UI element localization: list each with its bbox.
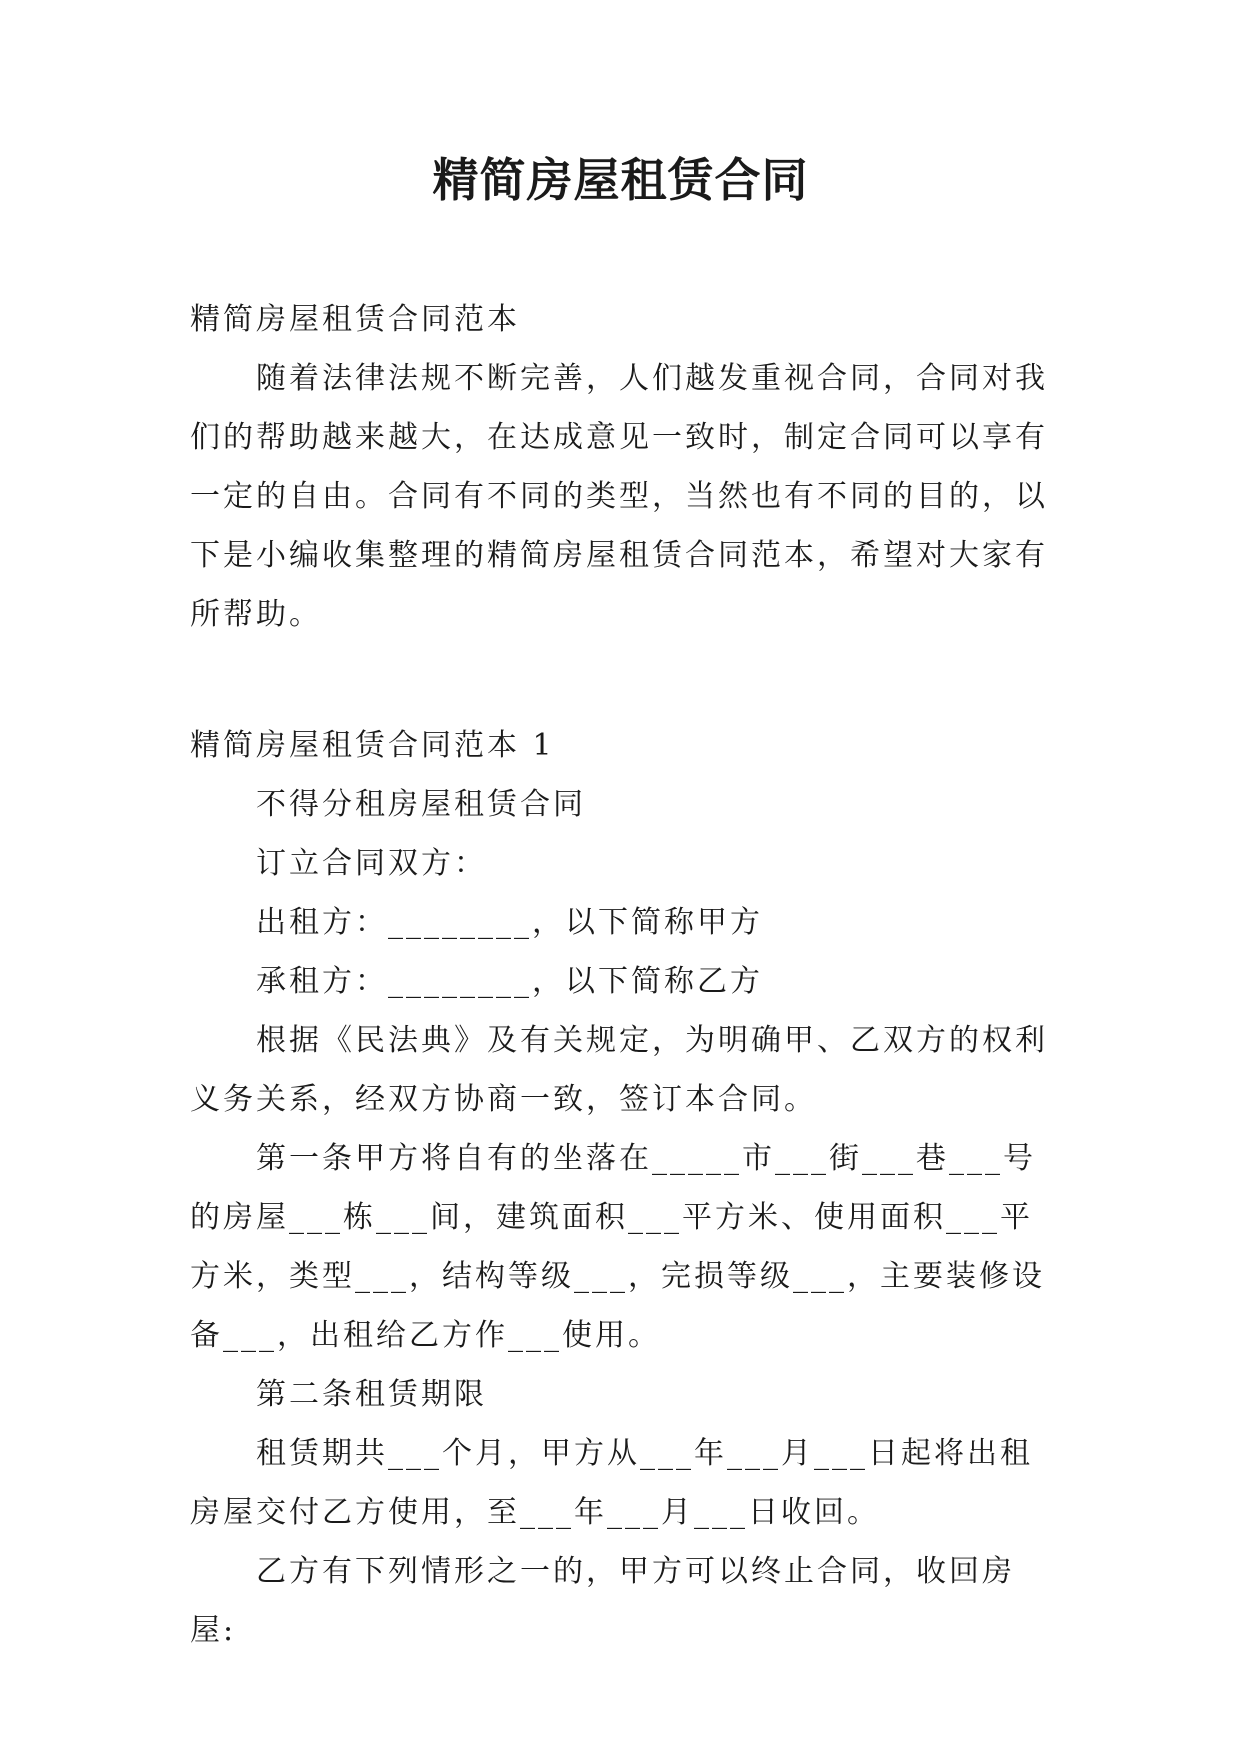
sample-1-heading: 精简房屋租赁合同范本 1 bbox=[190, 728, 555, 763]
article-1-paragraph: 第一条甲方将自有的坐落在_____市___街___巷___号的房屋___栋___间，建筑面积___平方米、使用面积___平方米，类型___，结构等级___，完损等级___，主要装修设备___，出租给乙方作___使用。 bbox=[190, 1141, 1045, 1353]
section-heading: 精简房屋租赁合同范本 bbox=[190, 302, 520, 337]
lease-term-paragraph: 租赁期共___个月，甲方从___年___月___日起将出租房屋交付乙方使用，至___年___月___日收回。 bbox=[190, 1436, 1033, 1530]
document-title: 精简房屋租赁合同 bbox=[432, 153, 809, 207]
lessee-line: 承租方：________，以下简称乙方 bbox=[256, 964, 763, 999]
document-body bbox=[190, 290, 1050, 1660]
article-2-heading: 第二条租赁期限 bbox=[256, 1377, 487, 1412]
legal-basis-paragraph: 根据《民法典》及有关规定，为明确甲、乙双方的权利义务关系，经双方协商一致，签订本合同。 bbox=[190, 1023, 1048, 1117]
section-spacer bbox=[190, 644, 1050, 716]
contract-name: 不得分租房屋租赁合同 bbox=[256, 787, 586, 822]
termination-paragraph: 乙方有下列情形之一的，甲方可以终止合同，收回房屋: bbox=[190, 1554, 1015, 1648]
intro-paragraph: 随着法律法规不断完善，人们越发重视合同，合同对我们的帮助越来越大，在达成意见一致时，制定合同可以享有一定的自由。合同有不同的类型，当然也有不同的目的，以下是小编收集整理的精简房屋租赁合同范本，希望对大家有所帮助。 bbox=[190, 361, 1048, 632]
lessor-line: 出租方：________，以下简称甲方 bbox=[256, 905, 763, 940]
parties-label: 订立合同双方： bbox=[256, 846, 487, 881]
